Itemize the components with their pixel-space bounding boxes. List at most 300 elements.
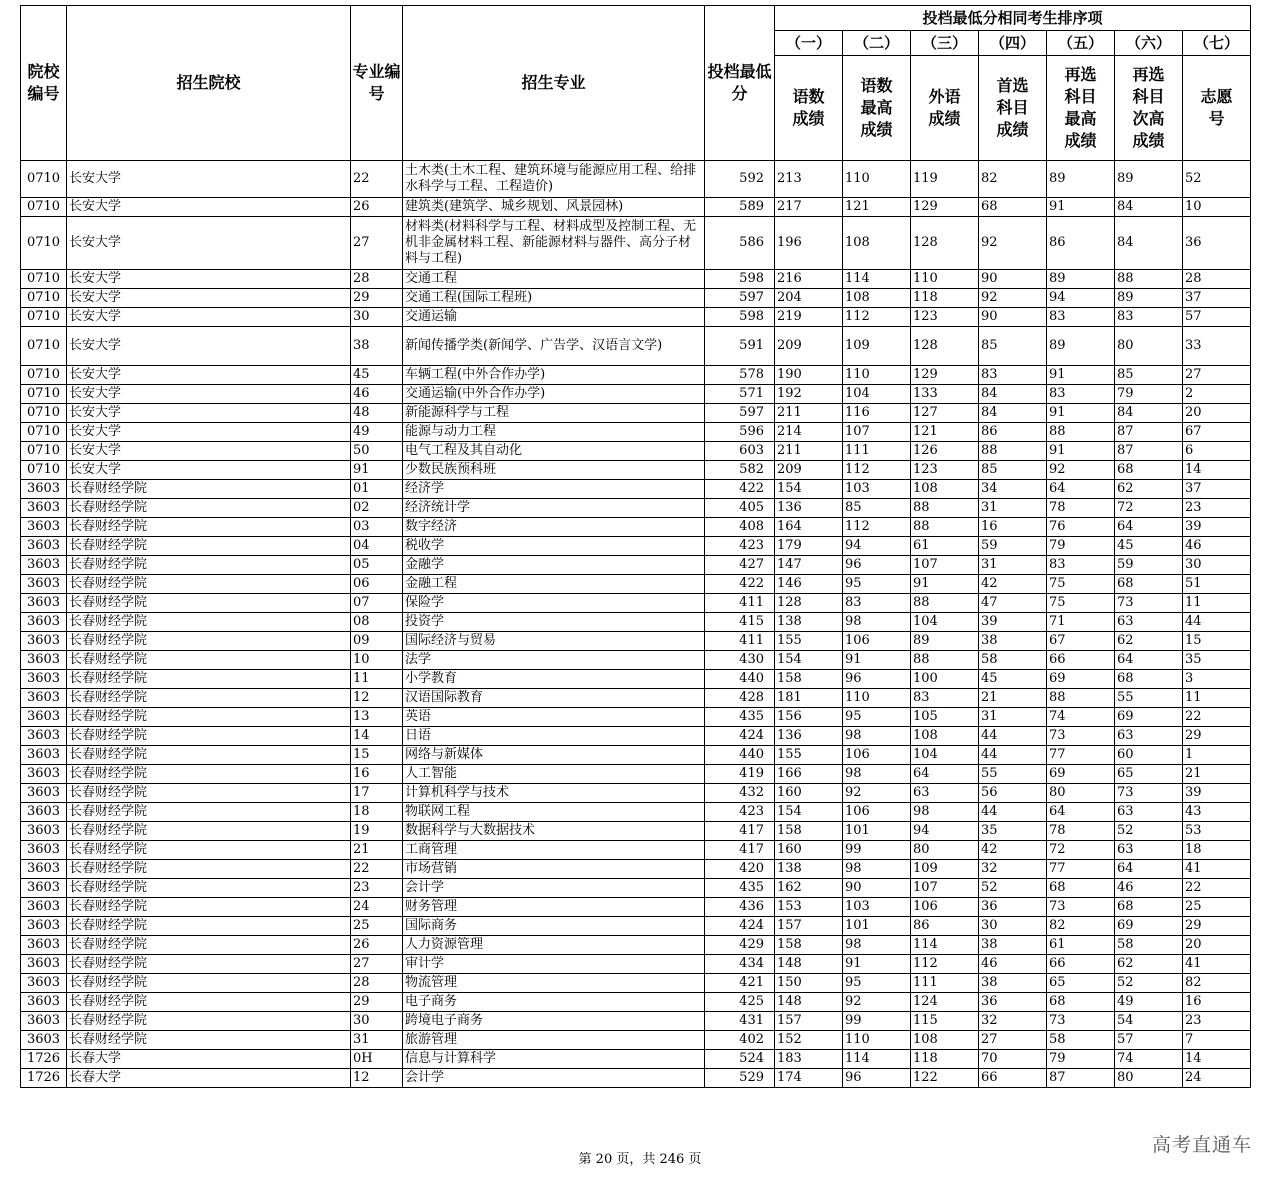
cell-rank-2: 101 — [843, 822, 911, 841]
cell-rank-5: 91 — [1047, 442, 1115, 461]
cell-rank-4: 85 — [979, 461, 1047, 480]
cell-rank-2: 99 — [843, 841, 911, 860]
cell-rank-6: 84 — [1115, 198, 1183, 217]
cell-school-name: 长春财经学院 — [67, 803, 351, 822]
cell-rank-2: 96 — [843, 556, 911, 575]
cell-rank-7: 28 — [1183, 270, 1251, 289]
cell-major-code: 09 — [351, 632, 403, 651]
cell-school-code: 3603 — [21, 860, 67, 879]
cell-rank-4: 82 — [979, 161, 1047, 198]
cell-rank-1: 158 — [775, 936, 843, 955]
cell-major-code: 03 — [351, 518, 403, 537]
cell-school-code: 0710 — [21, 385, 67, 404]
table-row — [21, 936, 1251, 955]
cell-major-code: 12 — [351, 689, 403, 708]
table-row — [21, 289, 1251, 308]
cell-school-name: 长春财经学院 — [67, 708, 351, 727]
cell-major-name: 审计学 — [403, 955, 705, 974]
cell-rank-2: 112 — [843, 461, 911, 480]
cell-rank-2: 110 — [843, 366, 911, 385]
cell-rank-4: 35 — [979, 822, 1047, 841]
cell-rank-3: 110 — [911, 270, 979, 289]
cell-rank-5: 76 — [1047, 518, 1115, 537]
cell-rank-2: 96 — [843, 1069, 911, 1088]
cell-min-score: 423 — [705, 803, 775, 822]
cell-min-score: 417 — [705, 841, 775, 860]
cell-school-name: 长春财经学院 — [67, 499, 351, 518]
cell-min-score: 591 — [705, 327, 775, 366]
cell-major-code: 30 — [351, 308, 403, 327]
table-row — [21, 1050, 1251, 1069]
cell-school-code: 0710 — [21, 327, 67, 366]
table-row — [21, 423, 1251, 442]
cell-rank-4: 31 — [979, 556, 1047, 575]
cell-rank-3: 126 — [911, 442, 979, 461]
cell-rank-3: 83 — [911, 689, 979, 708]
cell-major-code: 28 — [351, 270, 403, 289]
cell-rank-1: 157 — [775, 1012, 843, 1031]
cell-rank-6: 57 — [1115, 1031, 1183, 1050]
cell-rank-5: 75 — [1047, 594, 1115, 613]
cell-rank-4: 36 — [979, 993, 1047, 1012]
cell-rank-2: 104 — [843, 385, 911, 404]
cell-school-name: 长春财经学院 — [67, 594, 351, 613]
table-row — [21, 860, 1251, 879]
cell-rank-7: 23 — [1183, 1012, 1251, 1031]
cell-major-code: 02 — [351, 499, 403, 518]
cell-rank-3: 89 — [911, 632, 979, 651]
cell-school-code: 0710 — [21, 198, 67, 217]
cell-rank-2: 110 — [843, 1031, 911, 1050]
cell-rank-6: 60 — [1115, 746, 1183, 765]
cell-major-code: 10 — [351, 651, 403, 670]
cell-major-code: 04 — [351, 537, 403, 556]
table-row — [21, 198, 1251, 217]
cell-rank-1: 166 — [775, 765, 843, 784]
cell-rank-1: 150 — [775, 974, 843, 993]
cell-rank-1: 217 — [775, 198, 843, 217]
cell-min-score: 417 — [705, 822, 775, 841]
cell-school-name: 长春财经学院 — [67, 879, 351, 898]
cell-rank-3: 64 — [911, 765, 979, 784]
cell-school-code: 3603 — [21, 537, 67, 556]
cell-rank-4: 44 — [979, 727, 1047, 746]
cell-min-score: 408 — [705, 518, 775, 537]
cell-rank-5: 91 — [1047, 366, 1115, 385]
cell-rank-2: 106 — [843, 746, 911, 765]
cell-min-score: 422 — [705, 575, 775, 594]
cell-rank-5: 73 — [1047, 1012, 1115, 1031]
cell-school-code: 3603 — [21, 708, 67, 727]
cell-rank-6: 83 — [1115, 308, 1183, 327]
cell-rank-6: 62 — [1115, 632, 1183, 651]
cell-major-code: 16 — [351, 765, 403, 784]
cell-rank-6: 87 — [1115, 423, 1183, 442]
cell-rank-4: 58 — [979, 651, 1047, 670]
cell-min-score: 598 — [705, 270, 775, 289]
header-school-name: 招生院校 — [67, 6, 351, 161]
cell-major-code: 26 — [351, 936, 403, 955]
cell-major-name: 经济统计学 — [403, 499, 705, 518]
cell-rank-2: 95 — [843, 575, 911, 594]
cell-rank-6: 69 — [1115, 917, 1183, 936]
header-tiebreak-group: 投档最低分相同考生排序项 — [775, 6, 1251, 31]
cell-major-name: 经济学 — [403, 480, 705, 499]
header-major-name: 招生专业 — [403, 6, 705, 161]
cell-rank-3: 88 — [911, 499, 979, 518]
cell-rank-4: 68 — [979, 198, 1047, 217]
cell-rank-3: 122 — [911, 1069, 979, 1088]
cell-min-score: 402 — [705, 1031, 775, 1050]
table-row — [21, 765, 1251, 784]
cell-rank-4: 32 — [979, 860, 1047, 879]
header-rank-4: （四） — [979, 31, 1047, 56]
cell-rank-1: 136 — [775, 499, 843, 518]
cell-rank-4: 84 — [979, 404, 1047, 423]
cell-rank-1: 154 — [775, 480, 843, 499]
cell-school-name: 长春财经学院 — [67, 860, 351, 879]
cell-min-score: 427 — [705, 556, 775, 575]
cell-rank-3: 104 — [911, 613, 979, 632]
cell-rank-2: 112 — [843, 308, 911, 327]
cell-rank-5: 88 — [1047, 689, 1115, 708]
cell-rank-1: 155 — [775, 746, 843, 765]
cell-major-name: 材料类(材料科学与工程、材料成型及控制工程、无机非金属材料工程、新能源材料与器件、高分子材料与工程) — [403, 217, 705, 270]
cell-rank-2: 114 — [843, 270, 911, 289]
table-row — [21, 385, 1251, 404]
cell-rank-1: 160 — [775, 841, 843, 860]
cell-rank-6: 73 — [1115, 594, 1183, 613]
cell-rank-2: 103 — [843, 480, 911, 499]
cell-rank-7: 36 — [1183, 217, 1251, 270]
cell-rank-4: 88 — [979, 442, 1047, 461]
cell-school-name: 长春大学 — [67, 1069, 351, 1088]
table-row — [21, 898, 1251, 917]
cell-major-code: 19 — [351, 822, 403, 841]
cell-school-code: 3603 — [21, 613, 67, 632]
cell-rank-4: 90 — [979, 270, 1047, 289]
cell-min-score: 589 — [705, 198, 775, 217]
cell-min-score: 582 — [705, 461, 775, 480]
cell-rank-7: 43 — [1183, 803, 1251, 822]
cell-rank-7: 14 — [1183, 461, 1251, 480]
cell-rank-7: 44 — [1183, 613, 1251, 632]
cell-rank-4: 85 — [979, 327, 1047, 366]
cell-school-name: 长春财经学院 — [67, 632, 351, 651]
cell-rank-2: 103 — [843, 898, 911, 917]
cell-rank-2: 98 — [843, 765, 911, 784]
cell-rank-3: 94 — [911, 822, 979, 841]
cell-rank-4: 36 — [979, 898, 1047, 917]
cell-school-name: 长春财经学院 — [67, 670, 351, 689]
cell-min-score: 592 — [705, 161, 775, 198]
header-rank-item-6: 再选科目次高成绩 — [1115, 56, 1183, 161]
cell-min-score: 424 — [705, 917, 775, 936]
header-min-score: 投档最低分 — [705, 6, 775, 161]
cell-school-code: 3603 — [21, 518, 67, 537]
cell-rank-7: 37 — [1183, 480, 1251, 499]
cell-min-score: 578 — [705, 366, 775, 385]
table-row — [21, 632, 1251, 651]
cell-rank-3: 107 — [911, 879, 979, 898]
cell-major-code: 14 — [351, 727, 403, 746]
cell-rank-5: 80 — [1047, 784, 1115, 803]
cell-rank-6: 52 — [1115, 822, 1183, 841]
cell-rank-4: 92 — [979, 217, 1047, 270]
table-row — [21, 993, 1251, 1012]
cell-school-name: 长安大学 — [67, 308, 351, 327]
cell-rank-3: 124 — [911, 993, 979, 1012]
cell-rank-5: 86 — [1047, 217, 1115, 270]
cell-major-code: 29 — [351, 289, 403, 308]
cell-rank-6: 65 — [1115, 765, 1183, 784]
cell-rank-6: 88 — [1115, 270, 1183, 289]
cell-rank-5: 69 — [1047, 765, 1115, 784]
cell-school-code: 1726 — [21, 1069, 67, 1088]
cell-rank-3: 115 — [911, 1012, 979, 1031]
cell-rank-5: 78 — [1047, 822, 1115, 841]
cell-rank-6: 73 — [1115, 784, 1183, 803]
cell-school-code: 0710 — [21, 442, 67, 461]
table-row — [21, 404, 1251, 423]
cell-major-name: 电子商务 — [403, 993, 705, 1012]
cell-rank-7: 22 — [1183, 879, 1251, 898]
cell-rank-6: 49 — [1115, 993, 1183, 1012]
cell-rank-5: 77 — [1047, 746, 1115, 765]
cell-major-code: 91 — [351, 461, 403, 480]
cell-school-name: 长安大学 — [67, 198, 351, 217]
cell-rank-6: 64 — [1115, 860, 1183, 879]
cell-major-name: 投资学 — [403, 613, 705, 632]
cell-rank-1: 192 — [775, 385, 843, 404]
cell-rank-4: 27 — [979, 1031, 1047, 1050]
cell-rank-2: 83 — [843, 594, 911, 613]
cell-rank-7: 82 — [1183, 974, 1251, 993]
cell-rank-2: 106 — [843, 803, 911, 822]
cell-rank-3: 88 — [911, 651, 979, 670]
cell-major-name: 物联网工程 — [403, 803, 705, 822]
cell-major-name: 旅游管理 — [403, 1031, 705, 1050]
cell-school-name: 长春财经学院 — [67, 993, 351, 1012]
cell-rank-1: 219 — [775, 308, 843, 327]
cell-school-code: 3603 — [21, 803, 67, 822]
cell-rank-3: 133 — [911, 385, 979, 404]
cell-rank-2: 91 — [843, 651, 911, 670]
table-row — [21, 1069, 1251, 1088]
cell-rank-7: 46 — [1183, 537, 1251, 556]
cell-rank-1: 148 — [775, 993, 843, 1012]
cell-min-score: 436 — [705, 898, 775, 917]
cell-rank-1: 174 — [775, 1069, 843, 1088]
cell-rank-5: 92 — [1047, 461, 1115, 480]
table-row — [21, 518, 1251, 537]
table-row — [21, 366, 1251, 385]
cell-rank-1: 196 — [775, 217, 843, 270]
cell-rank-4: 59 — [979, 537, 1047, 556]
cell-min-score: 432 — [705, 784, 775, 803]
cell-rank-1: 154 — [775, 803, 843, 822]
cell-min-score: 430 — [705, 651, 775, 670]
cell-major-name: 交通工程 — [403, 270, 705, 289]
table-row — [21, 917, 1251, 936]
cell-rank-7: 20 — [1183, 404, 1251, 423]
cell-min-score: 411 — [705, 594, 775, 613]
cell-school-name: 长安大学 — [67, 217, 351, 270]
cell-rank-5: 68 — [1047, 993, 1115, 1012]
cell-rank-4: 42 — [979, 575, 1047, 594]
cell-major-code: 30 — [351, 1012, 403, 1031]
cell-school-code: 3603 — [21, 917, 67, 936]
cell-min-score: 435 — [705, 708, 775, 727]
cell-rank-5: 88 — [1047, 423, 1115, 442]
cell-rank-7: 33 — [1183, 327, 1251, 366]
page-footer: 第 20 页，共 246 页 — [578, 1152, 702, 1167]
cell-school-code: 3603 — [21, 955, 67, 974]
cell-rank-7: 21 — [1183, 765, 1251, 784]
cell-school-name: 长安大学 — [67, 327, 351, 366]
cell-school-code: 3603 — [21, 632, 67, 651]
cell-rank-5: 69 — [1047, 670, 1115, 689]
cell-rank-1: 157 — [775, 917, 843, 936]
cell-rank-5: 79 — [1047, 1050, 1115, 1069]
cell-min-score: 411 — [705, 632, 775, 651]
cell-school-code: 3603 — [21, 898, 67, 917]
table-row — [21, 594, 1251, 613]
cell-min-score: 586 — [705, 217, 775, 270]
cell-rank-6: 80 — [1115, 327, 1183, 366]
cell-rank-4: 44 — [979, 746, 1047, 765]
cell-school-code: 0710 — [21, 404, 67, 423]
cell-rank-1: 162 — [775, 879, 843, 898]
cell-major-name: 人工智能 — [403, 765, 705, 784]
cell-rank-2: 111 — [843, 442, 911, 461]
cell-rank-7: 1 — [1183, 746, 1251, 765]
cell-rank-4: 38 — [979, 974, 1047, 993]
cell-rank-1: 154 — [775, 651, 843, 670]
cell-major-name: 保险学 — [403, 594, 705, 613]
cell-rank-2: 98 — [843, 727, 911, 746]
cell-major-name: 数据科学与大数据技术 — [403, 822, 705, 841]
table-row — [21, 727, 1251, 746]
cell-school-code: 3603 — [21, 1012, 67, 1031]
cell-major-name: 电气工程及其自动化 — [403, 442, 705, 461]
table-row — [21, 575, 1251, 594]
cell-major-name: 工商管理 — [403, 841, 705, 860]
cell-major-name: 交通工程(国际工程班) — [403, 289, 705, 308]
cell-rank-6: 74 — [1115, 1050, 1183, 1069]
cell-rank-4: 46 — [979, 955, 1047, 974]
table-row — [21, 841, 1251, 860]
cell-school-name: 长春财经学院 — [67, 518, 351, 537]
cell-rank-5: 72 — [1047, 841, 1115, 860]
cell-rank-4: 21 — [979, 689, 1047, 708]
cell-school-name: 长安大学 — [67, 404, 351, 423]
cell-school-name: 长安大学 — [67, 161, 351, 198]
cell-school-name: 长春财经学院 — [67, 936, 351, 955]
cell-school-code: 3603 — [21, 746, 67, 765]
header-rank-3: （三） — [911, 31, 979, 56]
cell-rank-4: 30 — [979, 917, 1047, 936]
cell-rank-2: 114 — [843, 1050, 911, 1069]
cell-major-name: 法学 — [403, 651, 705, 670]
cell-rank-2: 92 — [843, 784, 911, 803]
cell-major-name: 国际商务 — [403, 917, 705, 936]
cell-school-code: 3603 — [21, 480, 67, 499]
cell-school-code: 3603 — [21, 822, 67, 841]
cell-rank-7: 3 — [1183, 670, 1251, 689]
cell-rank-1: 211 — [775, 442, 843, 461]
cell-major-name: 金融学 — [403, 556, 705, 575]
cell-major-name: 建筑类(建筑学、城乡规划、风景园林) — [403, 198, 705, 217]
table-row — [21, 1012, 1251, 1031]
cell-school-name: 长春财经学院 — [67, 955, 351, 974]
cell-school-name: 长春财经学院 — [67, 556, 351, 575]
cell-rank-6: 79 — [1115, 385, 1183, 404]
cell-major-name: 数字经济 — [403, 518, 705, 537]
cell-rank-5: 61 — [1047, 936, 1115, 955]
cell-rank-5: 67 — [1047, 632, 1115, 651]
cell-major-code: 38 — [351, 327, 403, 366]
cell-rank-7: 20 — [1183, 936, 1251, 955]
cell-school-name: 长安大学 — [67, 289, 351, 308]
cell-rank-3: 98 — [911, 803, 979, 822]
cell-rank-5: 83 — [1047, 556, 1115, 575]
cell-rank-3: 118 — [911, 1050, 979, 1069]
cell-rank-5: 64 — [1047, 480, 1115, 499]
cell-rank-5: 73 — [1047, 898, 1115, 917]
cell-rank-5: 74 — [1047, 708, 1115, 727]
cell-rank-3: 108 — [911, 727, 979, 746]
cell-rank-1: 156 — [775, 708, 843, 727]
cell-rank-1: 138 — [775, 613, 843, 632]
cell-rank-5: 71 — [1047, 613, 1115, 632]
cell-rank-3: 86 — [911, 917, 979, 936]
cell-major-code: 11 — [351, 670, 403, 689]
cell-major-code: 08 — [351, 613, 403, 632]
header-rank-item-2: 语数最高成绩 — [843, 56, 911, 161]
cell-rank-7: 41 — [1183, 955, 1251, 974]
cell-school-code: 3603 — [21, 936, 67, 955]
cell-rank-2: 96 — [843, 670, 911, 689]
cell-rank-4: 83 — [979, 366, 1047, 385]
cell-min-score: 423 — [705, 537, 775, 556]
cell-rank-5: 77 — [1047, 860, 1115, 879]
cell-rank-6: 80 — [1115, 1069, 1183, 1088]
cell-rank-7: 29 — [1183, 727, 1251, 746]
cell-min-score: 422 — [705, 480, 775, 499]
cell-min-score: 428 — [705, 689, 775, 708]
cell-school-name: 长春财经学院 — [67, 765, 351, 784]
cell-rank-6: 84 — [1115, 404, 1183, 423]
cell-rank-1: 148 — [775, 955, 843, 974]
cell-rank-7: 25 — [1183, 898, 1251, 917]
cell-major-code: 18 — [351, 803, 403, 822]
cell-rank-4: 66 — [979, 1069, 1047, 1088]
cell-major-code: 50 — [351, 442, 403, 461]
cell-major-name: 会计学 — [403, 1069, 705, 1088]
cell-major-code: 01 — [351, 480, 403, 499]
cell-rank-5: 87 — [1047, 1069, 1115, 1088]
cell-rank-5: 66 — [1047, 955, 1115, 974]
cell-rank-2: 116 — [843, 404, 911, 423]
cell-rank-7: 11 — [1183, 594, 1251, 613]
cell-school-name: 长春财经学院 — [67, 841, 351, 860]
table-row — [21, 461, 1251, 480]
cell-rank-1: 146 — [775, 575, 843, 594]
cell-rank-6: 69 — [1115, 708, 1183, 727]
cell-rank-1: 214 — [775, 423, 843, 442]
cell-min-score: 429 — [705, 936, 775, 955]
